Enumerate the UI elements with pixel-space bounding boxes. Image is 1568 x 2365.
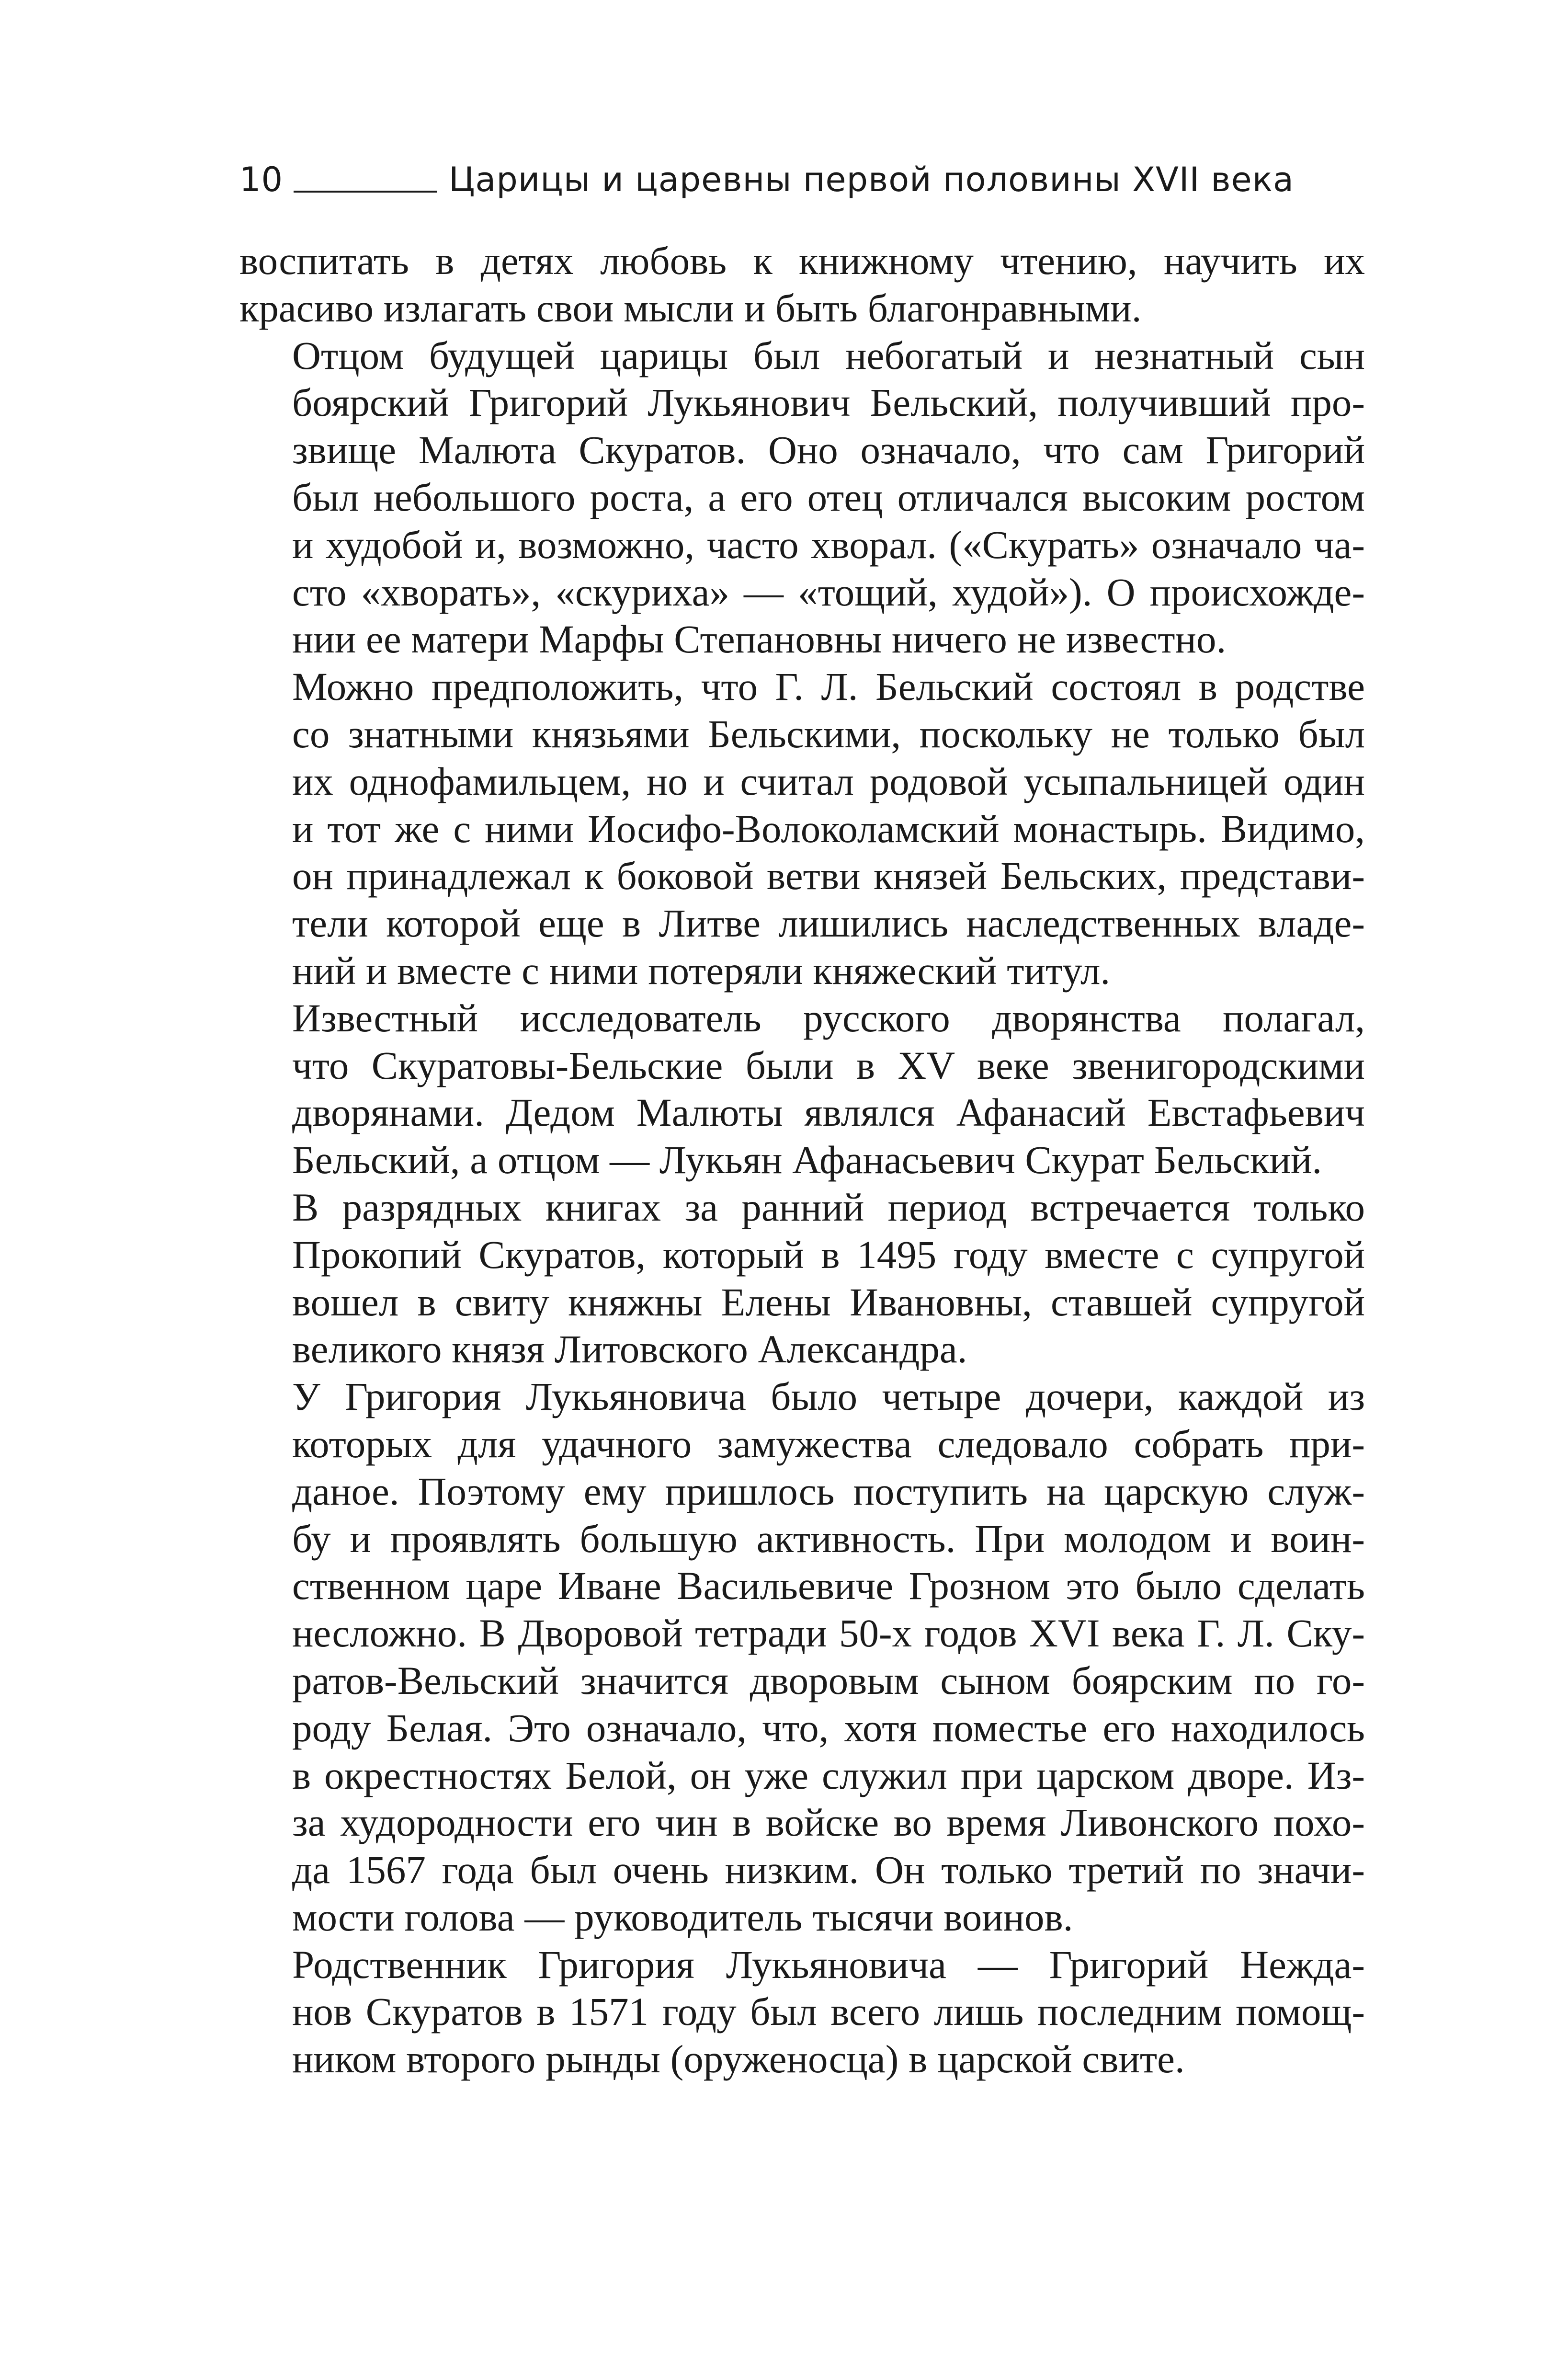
text-line: великого князя Литовского Александра. bbox=[292, 1327, 967, 1371]
text-line: Бельский, а отцом — Лукьян Афанасьевич Скурат Бельский. bbox=[292, 1138, 1322, 1182]
text-line: Отцом будущей царицы был небогатый и незнатный сын bbox=[292, 333, 1365, 377]
text-line: роду Белая. Это означало, что, хотя поместье его находилось bbox=[292, 1705, 1365, 1750]
text-line: их однофамильцем, но и считал родовой усыпальницей один bbox=[292, 759, 1365, 803]
text-line: бу и проявлять большую активность. При молодом и воин- bbox=[292, 1516, 1365, 1561]
paragraph bbox=[239, 1373, 1365, 1941]
text-line: воспитать в детях любовь к книжному чтению, научить их bbox=[239, 239, 1365, 283]
text-line: В разрядных книгах за ранний период встречается только bbox=[292, 1185, 1365, 1229]
text-line: боярский Григорий Лукьянович Бельский, получивший про- bbox=[292, 380, 1365, 425]
text-line: дворянами. Дедом Малюты являлся Афанасий Евстафьевич bbox=[292, 1090, 1365, 1135]
paragraph bbox=[239, 663, 1365, 994]
paragraph bbox=[239, 1184, 1365, 1373]
text-line: что Скуратовы-Бельские были в XV веке звенигородскими bbox=[292, 1043, 1365, 1087]
text-line: ратов-Вельский значится дворовым сыном боярским по го- bbox=[292, 1658, 1365, 1702]
text-line: ний и вместе с ними потеряли княжеский титул. bbox=[292, 948, 1111, 993]
text-line: Родственник Григория Лукьяновича — Григорий Нежда- bbox=[292, 1942, 1365, 1987]
text-line: сто «хворать», «скуриха» — «тощий, худой»). О происхожде- bbox=[292, 570, 1365, 614]
text-line: мости голова — руководитель тысячи воинов. bbox=[292, 1895, 1073, 1939]
page-number: 10 bbox=[239, 160, 284, 199]
text-line: даное. Поэтому ему пришлось поступить на царскую служ- bbox=[292, 1469, 1365, 1513]
text-line: Можно предположить, что Г. Л. Бельский состоял в родстве bbox=[292, 664, 1365, 709]
text-line: он принадлежал к боковой ветви князей Бельских, представи- bbox=[292, 854, 1365, 898]
text-line: нии ее матери Марфы Степановны ничего не известно. bbox=[292, 617, 1227, 662]
text-line: Прокопий Скуратов, который в 1495 году вместе с супругой bbox=[292, 1232, 1365, 1277]
paragraph bbox=[239, 237, 1365, 332]
text-line: со знатными князьями Бельскими, поскольку не только был bbox=[292, 711, 1365, 756]
text-line: был небольшого роста, а его отец отличался высоким ростом bbox=[292, 475, 1365, 519]
text-line: нов Скуратов в 1571 году был всего лишь последним помощ- bbox=[292, 1989, 1365, 2034]
running-head bbox=[239, 144, 1365, 199]
text-line: в окрестностях Белой, он уже служил при царском дворе. Из- bbox=[292, 1753, 1365, 1797]
text-line: ником второго рынды (оруженосца) в царской свите. bbox=[292, 2037, 1185, 2081]
text-line: У Григория Лукьяновича было четыре дочери, каждой из bbox=[292, 1374, 1365, 1419]
paragraph bbox=[239, 994, 1365, 1184]
text-line: Известный исследователь русского дворянства полагал, bbox=[292, 995, 1365, 1040]
text-line: и тот же с ними Иосифо-Волоколамский монастырь. Видимо, bbox=[292, 806, 1365, 851]
text-line: которых для удачного замужества следовало собрать при- bbox=[292, 1421, 1365, 1466]
text-line: да 1567 года был очень низким. Он только третий по значи- bbox=[292, 1848, 1365, 1892]
running-head-title: Царицы и царевны первой половины XVII века bbox=[449, 160, 1294, 199]
paragraph bbox=[239, 332, 1365, 663]
text-line: звище Малюта Скуратов. Оно означало, что сам Григорий bbox=[292, 428, 1365, 472]
running-head-rule bbox=[294, 191, 437, 193]
text-line: и худобой и, возможно, часто хворал. («Скурать» означало ча- bbox=[292, 522, 1365, 567]
text-line: несложно. В Дворовой тетради 50-х годов XVI века Г. Л. Ску- bbox=[292, 1611, 1365, 1656]
text-line: вошел в свиту княжны Елены Ивановны, ставшей супругой bbox=[292, 1280, 1365, 1324]
text-line: тели которой еще в Литве лишились наследственных владе- bbox=[292, 901, 1365, 946]
text-line: за худородности его чин в войске во время Ливонского похо- bbox=[292, 1800, 1365, 1845]
text-line: красиво излагать свои мысли и быть благонравными. bbox=[239, 286, 1142, 330]
body-text bbox=[239, 237, 1365, 2083]
text-line: ственном царе Иване Васильевиче Грозном это было сделать bbox=[292, 1564, 1365, 1608]
paragraph bbox=[239, 1941, 1365, 2083]
